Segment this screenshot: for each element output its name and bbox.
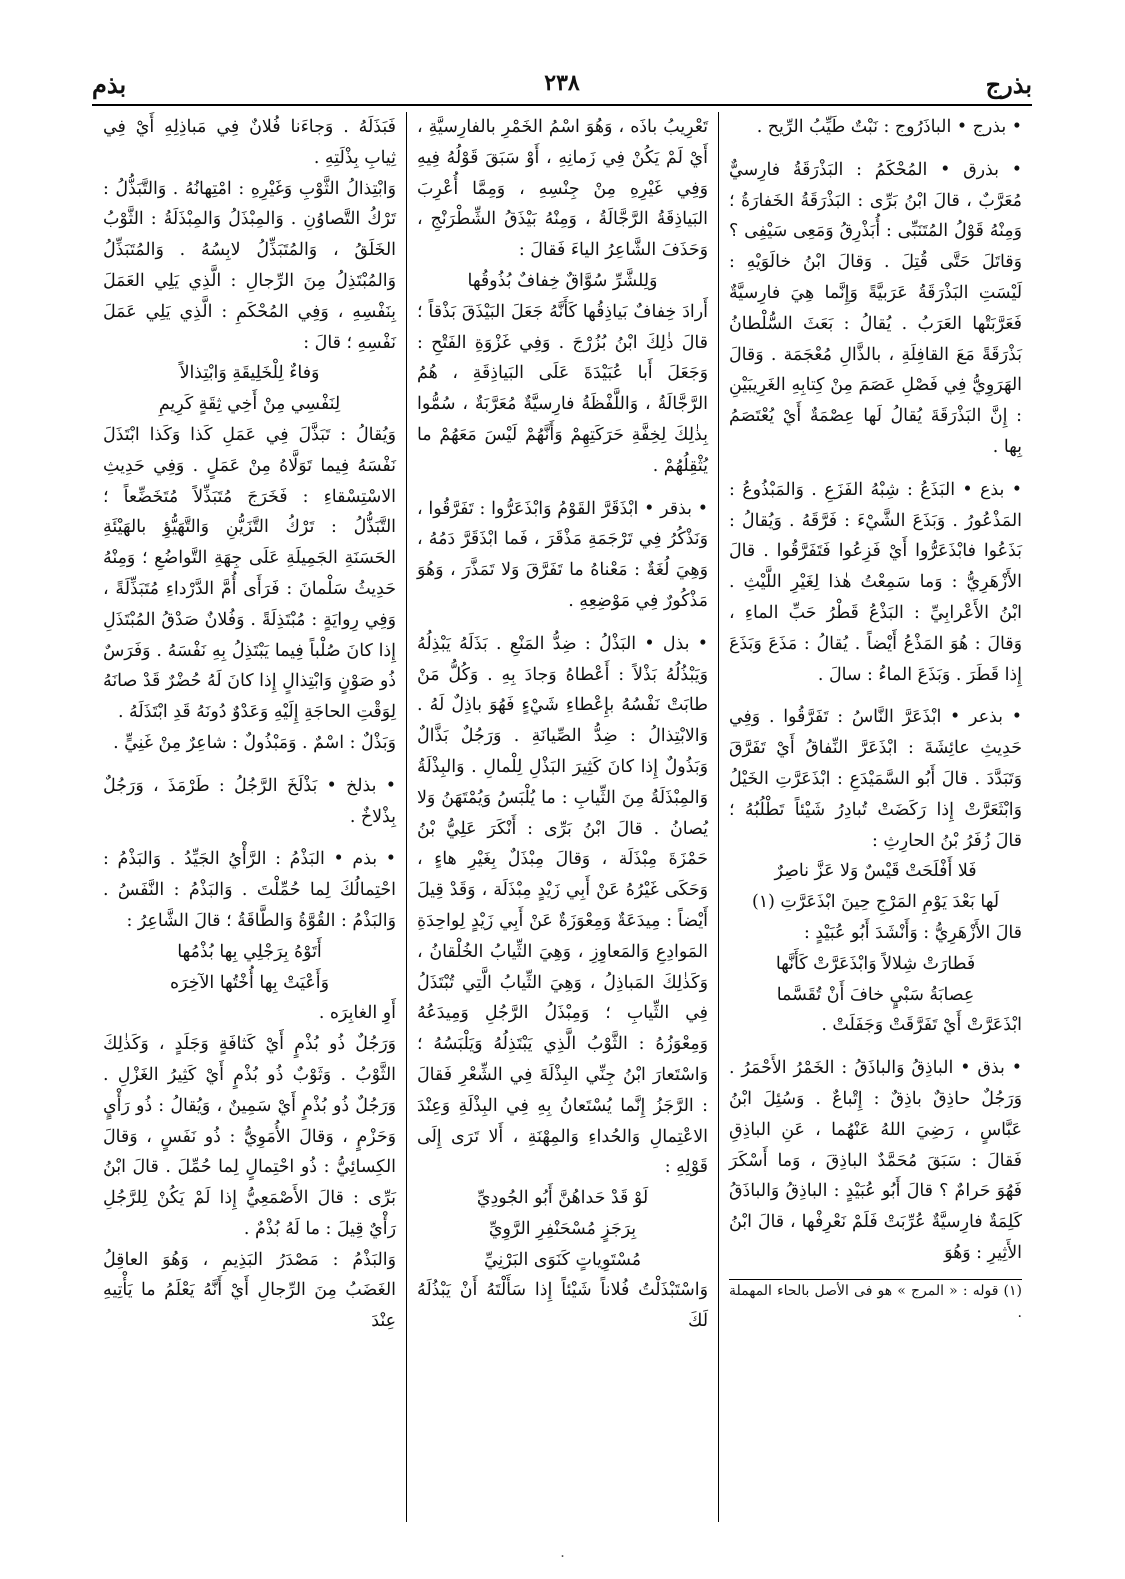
entry-badhl: • بذل • البَذْلُ : ضِدُّ المَنْعِ . بَذَلَهُ يَبْذِلُهُ وَيَبْذُلُهُ بَذْلاً : أَعْطاهُ وَجادَ بِهِ . وَكُلُّ مَنْ طابَتْ نَفْسُهُ بإِعْطاءِ شَيْءٍ فَهُوَ باذِلٌ لَهُ . وَالابْتِذالُ : ضِدُّ الصِّيانَةِ . وَرَجُلٌ بَذَّالٌ وَبَذُولٌ إِذا كانَ كَثِيرَ البَذْلِ لِلْمالِ . وَالبِذْلَةُ وَالمِبْذَلَةُ مِنَ الثِّيابِ : ما يُلْبَسُ وَيُمْتَهَنُ وَلا يُصانُ . قالَ ابْنُ بَرِّى : أَنْكَرَ عَلِيُّ بْنُ حَمْزَةَ مِبْذَلَة ، وَقالَ مِبْذَلٌ بِغَيْرِ هاءٍ ، وَحَكَى غَيْرُهُ عَنْ أَبِي زَيْدٍ مِبْذَلَة ، وَقَدْ قِيلَ أَيْضاً : مِيدَعَةٌ وَمِعْوَزَةٌ عَنْ أَبِي زَيْدٍ لِواحِدَةِ المَوادِعِ وَالمَعاوِزِ ، وَهِيَ الثِّيابُ الخُلْقانُ ، وَكَذٰلِكَ المَباذِلُ ، وَهِيَ الثِّيابُ الَّتِي تُبْتَذَلُ فِي الثِّيابِ ؛ وَمِبْذَلُ الرَّجُلِ وَمِيدَعُهُ وَمِعْوَزُهُ : الثَّوْبُ الَّذِي يَبْتَذِلُهُ وَيَلْبَسُهُ ؛ وَاسْتَعارَ ابْنُ جِنِّي البِذْلَةَ فِي الشِّعْرِ فَقالَ : الرَّجَزُ إِنَّما يُسْتَعانُ بِهِ فِي البِذْلَةِ وَعِنْدَ الاعْتِمالِ وَالحُداءِ وَالمِهْنَةِ ، أَلا تَرَى إِلَى قَوْلِهِ :: [417, 633, 708, 1178]
verse-line: لَها بَعْدَ يَوْمِ المَرْجِ حِينَ ابْذَعَرَّتِ (١): [751, 892, 1000, 913]
verse-line: وَأَعْيَتْ بِها أُخْتُها الآخِرَه: [169, 972, 330, 993]
entry-badhlakh: • بذلخ • بَذْلَخَ الرَّجُلُ : طَرْمَذَ ، وَرَجُلٌ بِذْلاخٌ .: [103, 775, 396, 827]
entry-badhraq: • بذرق • المُحْكَمُ : البَذْرَقَةُ فارِسيٌّ مُعَرَّبٌ ، قالَ ابْنُ بَرِّى : البَذْرَقَةُ الخَفارَةُ ؛ وَمِنْهُ قَوْلُ المُتَنَبِّى : أُبَذْرِقُ وَمَعِى سَيْفِى ؟ وَقاتَلَ حَتَّى قُتِلَ . وَقالَ ابْنُ خالَوَيْهِ : لَيْسَتِ البَذْرَقَةُ عَرَبيَّةً وَإِنَّما هِيَ فارِسيَّةٌ فَعَرَّبَتْها العَرَبُ . يُقالُ : بَعَثَ السُّلْطانُ بَذْرَقَةً مَعَ القافِلَةِ ، بالذَّالِ مُعْجَمَة . وَقالَ الهَرَوِيُّ فِي فَصْلِ عَصَمَ مِنْ كِتابِهِ الغَرِيبَيْنِ : إِنَّ البَذْرَقَةَ يُقالُ لَها عِصْمَةٌ أَيْ يُعْتَصَمُ بِها .: [729, 159, 1022, 457]
paragraph: قالَ الأَزْهَرِيُّ : وَأَنْشَدَ أَبُو عُبَيْدٍ :: [803, 922, 1022, 943]
paragraph: وَالبَذْمُ : مَصْدَرُ البَذِيمِ ، وَهُوَ العاقِلُ الغَضَبُ مِنَ الرِّجالِ أَيْ أَنَّهُ يَعْلَمُ ما يَأْتِيهِ عِنْدَ: [103, 1249, 396, 1332]
verse-line: فَطارَتْ شِلالاً وَابْذَعَرَّتْ كَأَنَّها: [775, 953, 976, 974]
paragraph: وَيُقالُ : تَبَذَّلَ فِي عَمَلِ كَذا وَكَذا ابْتَذَلَ نَفْسَهُ فِيما تَوَلَّاهُ مِنْ عَمَلٍ . وَفِي حَدِيثِ الاسْتِسْقاءِ : فَخَرَجَ مُتَبَذِّلاً مُتَخَضِّعاً ؛ التَّبَذُّلُ : تَرْكُ التَّزَيُّنِ وَالتَّهَيُّؤِ بالهَيْئَةِ الحَسَنَةِ الجَمِيلَةِ عَلَى جِهَةِ التَّواضُعِ ؛ وَمِنْهُ حَدِيثُ سَلْمانَ : فَرَأَى أُمَّ الدَّرْداءِ مُتَبَذِّلَةً ، وَفِي رِوايَةٍ : مُبْتَذِلَةً . وَفُلانٌ صَدْقُ المُبْتَذَلِ إِذا كانَ صُلْباً فِيما يَبْتَذِلُ بِهِ نَفْسَهُ . وَفَرَسٌ ذُو صَوْنٍ وَابْتِذالٍ إِذا كانَ لَهُ حُضْرٌ قَدْ صانَهُ لِوَقْتِ الحاجَةِ إِلَيْهِ وَعَدْوٌ دُونَهُ قَدِ ابْتَذَلَهُ .: [103, 424, 396, 723]
column-left: [93, 112, 406, 1522]
paragraph: فَبَذَلَهُ . وَجاءَنا فُلانٌ فِي مَباذِلِهِ أَيْ فِي ثِيابِ بِذْلَتِهِ .: [103, 117, 396, 168]
column-right: [719, 112, 1032, 1522]
paragraph: ابْذَعَرَّتْ أَيْ تَفَرَّقَتْ وَجَفَلَتْ .: [821, 1015, 1022, 1036]
paragraph: تَعْرِيبُ باذَه ، وَهُوَ اسْمُ الخَمْرِ بالفارِسيَّةِ ، أَيْ لَمْ يَكُنْ فِي زَمانِهِ ، أَوْ سَبَقَ قَوْلُهُ فِيهِ وَفِي غَيْرِهِ مِنْ جِنْسِهِ ، وَمِمَّا أُعْرِبَ البَياذِقَةُ الرَّجَّالَةُ ، وَمِنْهُ بَيْذَقُ الشِّطْرَنْجِ ، وَحَذَفَ الشَّاعِرُ الياءَ فَقالَ :: [417, 117, 708, 261]
paragraph: أَرادَ خِفافٌ بَياذِقُها كَأَنَّهُ جَعَلَ البَيْذَقَ بَذْقاً ؛ قالَ ذٰلِكَ ابْنُ بُزُرْجَ . وَفِي غَزْوَةِ الفَتْحِ : وَجَعَلَ أَبا عُبَيْدَةَ عَلَى البَياذِقَةِ ، هُمُ الرَّجَّالَةُ ، وَاللَّفْظَةُ فارِسيَّةٌ مُعَرَّبَةٌ ، سُمُّوا بِذٰلِكَ لِخِفَّةِ حَرَكَتِهِمْ وَأَنَّهُمْ لَيْسَ مَعَهُمْ ما يُثْقِلُهُمْ .: [417, 301, 708, 476]
paragraph: وَاسْتَبْذَلْتُ فُلاناً شَيْئاً إِذا سَأَلْتَهُ أَنْ يَبْذُلَهُ لَكَ: [417, 1280, 708, 1332]
verse-line: وَلِلشَّرِّ سُوَّاقٌ خِفافٌ بُذُوقُها: [467, 270, 658, 291]
verse-line: لَوْ قَدْ حَداهُنَّ أَبُو الجُودِيِّ: [476, 1188, 649, 1209]
text-columns: [92, 112, 1032, 1522]
entry-badhqar: • بذقر • ابْذَقَرَّ القَوْمُ وَابْذَعَرُّوا : تَفَرَّقُوا ، وَنَذْكُرُ فِي تَرْجَمَةِ مَذْقَرَ ، فَما ابْذَقَرَّ دَمُهُ ، وَهِيَ لُغَةٌ : مَعْناهُ ما تَفَرَّقَ وَلا تَمَذَّرَ ، وَهُوَ مَذْكُورٌ فِي مَوْضِعِهِ .: [417, 498, 708, 611]
page-number: ٢٣٨: [544, 70, 580, 96]
header-rule: [92, 104, 1032, 106]
verse-line: أَتَوْهُ بِرَجْلِي بِها بُذْمُها: [177, 941, 322, 962]
page-header: [92, 70, 1032, 104]
verse-line: فَلا أَفْلَحَتْ قَيْسٌ وَلا عَزَّ ناصِرٌ: [774, 861, 977, 882]
paragraph: وَرَجُلٌ ذُو بُذْمٍ أَيْ كَثافَةٍ وَجَلَدٍ ، وَكَذٰلِكَ الثَّوْبُ . وَثَوْبٌ ذُو بُذْمٍ أَيْ كَثِيرُ الغَزْلِ . وَرَجُلٌ ذُو بُذْمٍ أَيْ سَمِينٌ ، وَيُقالُ : ذُو رَأْيٍ وَحَزْمٍ ، وَقالَ الأُمَوِيُّ : ذُو نَفَسٍ ، وَقالَ الكِسائِيُّ : ذُو احْتِمالٍ لِما حُمِّلَ . قالَ ابْنُ بَرِّى : قالَ الأَصْمَعِيُّ إِذا لَمْ يَكُنْ لِلرَّجُلِ رَأْيٌ قِيلَ : ما لَهُ بُذْمٌ .: [103, 1034, 396, 1239]
footnote: (١) قوله : « المرج » هو فى الأصل بالحاء المهملة .: [729, 1282, 1022, 1321]
running-head-last-entry: بذم: [92, 70, 127, 99]
entry-badhrij: • بذرج • الباذَرُوج : نَبْتٌ طَيِّبُ الرِّيح .: [756, 117, 1022, 137]
verse-line: عِصابَةُ سَبْيٍ خافَ أَنْ تُقَسَّما: [776, 984, 975, 1005]
column-middle: [406, 112, 719, 1522]
bottom-mark: ٠: [558, 1548, 567, 1564]
entry-badhar: • بذعر • ابْذَعَرَّ النَّاسُ : تَفَرَّقُوا . وَفِي حَدِيثِ عائِشَةَ : ابْذَعَرَّ النِّفاقُ أَيْ تَفَرَّقَ وَتَبَدَّدَ . قالَ أَبُو السَّمَيْدَعِ : ابْذَعَرَّتِ الخَيْلُ وَابْثَعَرَّتْ إِذا رَكَضَتْ تُبادِرُ شَيْئاً تَطْلُبُهُ ؛ قالَ زُفَرُ بْنُ الحارِثِ :: [729, 707, 1022, 851]
running-head-first-entry: بذرج: [985, 70, 1032, 99]
verse-line: بِرَجَزٍ مُسْحَنْفِرِ الرَّوِيِّ: [488, 1218, 637, 1239]
verse-line: مُسْتَوِياتٍ كَنَوَى البَرْنِيِّ: [483, 1249, 642, 1270]
verse-line: وَفاءٌ لِلْخَلِيقَةِ وَابْتِذالاً: [179, 363, 320, 384]
paragraph: وَبَذْلٌ : اسْمٌ . وَمَبْذُولٌ : شاعِرٌ مِنْ غَنِيٍّ .: [113, 732, 396, 753]
entry-badhaa: • بذع • البَذَعُ : شِبْهُ الفَزَعِ . وَالمَبْذُوعُ : المَذْعُورُ . وَبَذَعَ الشَّيْءَ : فَرَّقَهُ . وَيُقالُ : بَذَعُوا فابْذَعَرُّوا أَيْ فَزِعُوا فَتَفَرَّقُوا . قالَ الأَزْهَرِيُّ : وَما سَمِعْتُ هٰذا لِغَيْرِ اللَّيْثِ . ابْنُ الأَعْرابِيِّ : البَذْعُ قَطْرُ حَبِّ الماءِ ، وَقالَ : هُوَ المَذْعُ أَيْضاً . يُقالُ : مَذَعَ وَبَذَعَ إِذا قَطَرَ . وَبَذَعَ الماءُ : سالَ .: [729, 479, 1022, 685]
entry-badhaq: • بذق • الباذِقُ وَالباذَقُ : الخَمْرُ الأَحْمَرُ . وَرَجُلٌ حاذِقٌ باذِقٌ : إِتْباعٌ . وَسُئِلَ ابْنُ عَبَّاسٍ ، رَضِيَ اللهُ عَنْهُما ، عَنِ الباذِقِ فَقالَ : سَبَقَ مُحَمَّدٌ الباذِقَ ، وَما أَسْكَرَ فَهُوَ حَرامٌ ؟ قالَ أَبُو عُبَيْدٍ : الباذِقُ وَالباذَقُ كَلِمَةٌ فارِسيَّةٌ عُرِّبَتْ فَلَمْ نَعْرِفْها ، قالَ ابْنُ الأَثِيرِ : وَهُوَ: [729, 1058, 1022, 1263]
verse-line: لِنَفْسِي مِنْ أَخِي ثِقَةٍ كَرِيمِ: [158, 394, 341, 415]
entry-badhm: • بذم • البَذْمُ : الرَّأْيُ الجَيِّدُ . وَالبَذْمُ : احْتِمالُكَ لِما حُمِّلْتَ . وَالبَذْمُ : النَّفَسُ . وَالبَذْمُ : القُوَّةُ وَالطَّاقَةُ ؛ قالَ الشَّاعِرُ :: [103, 849, 396, 931]
paragraph: وَابْتِذالُ الثَّوْبِ وَغَيْرِهِ : امْتِهانُهُ . وَالتَّبَذُّلُ : تَرْكُ التَّصاوُنِ . وَالمِبْذَلُ وَالمِبْذَلَةُ : الثَّوْبُ الخَلَقُ ، وَالمُتَبَذِّلُ لابِسُهُ . وَالمُتَبَذِّلُ وَالمُبْتَذِلُ مِنَ الرِّجالِ : الَّذِي يَلِي العَمَلَ بِنَفْسِهِ ، وَفِي المُحْكَمِ : الَّذِي يَلِي عَمَلَ نَفْسِهِ ؛ قالَ :: [103, 178, 396, 353]
paragraph: أَوِ الغابِرَه .: [318, 1003, 396, 1024]
